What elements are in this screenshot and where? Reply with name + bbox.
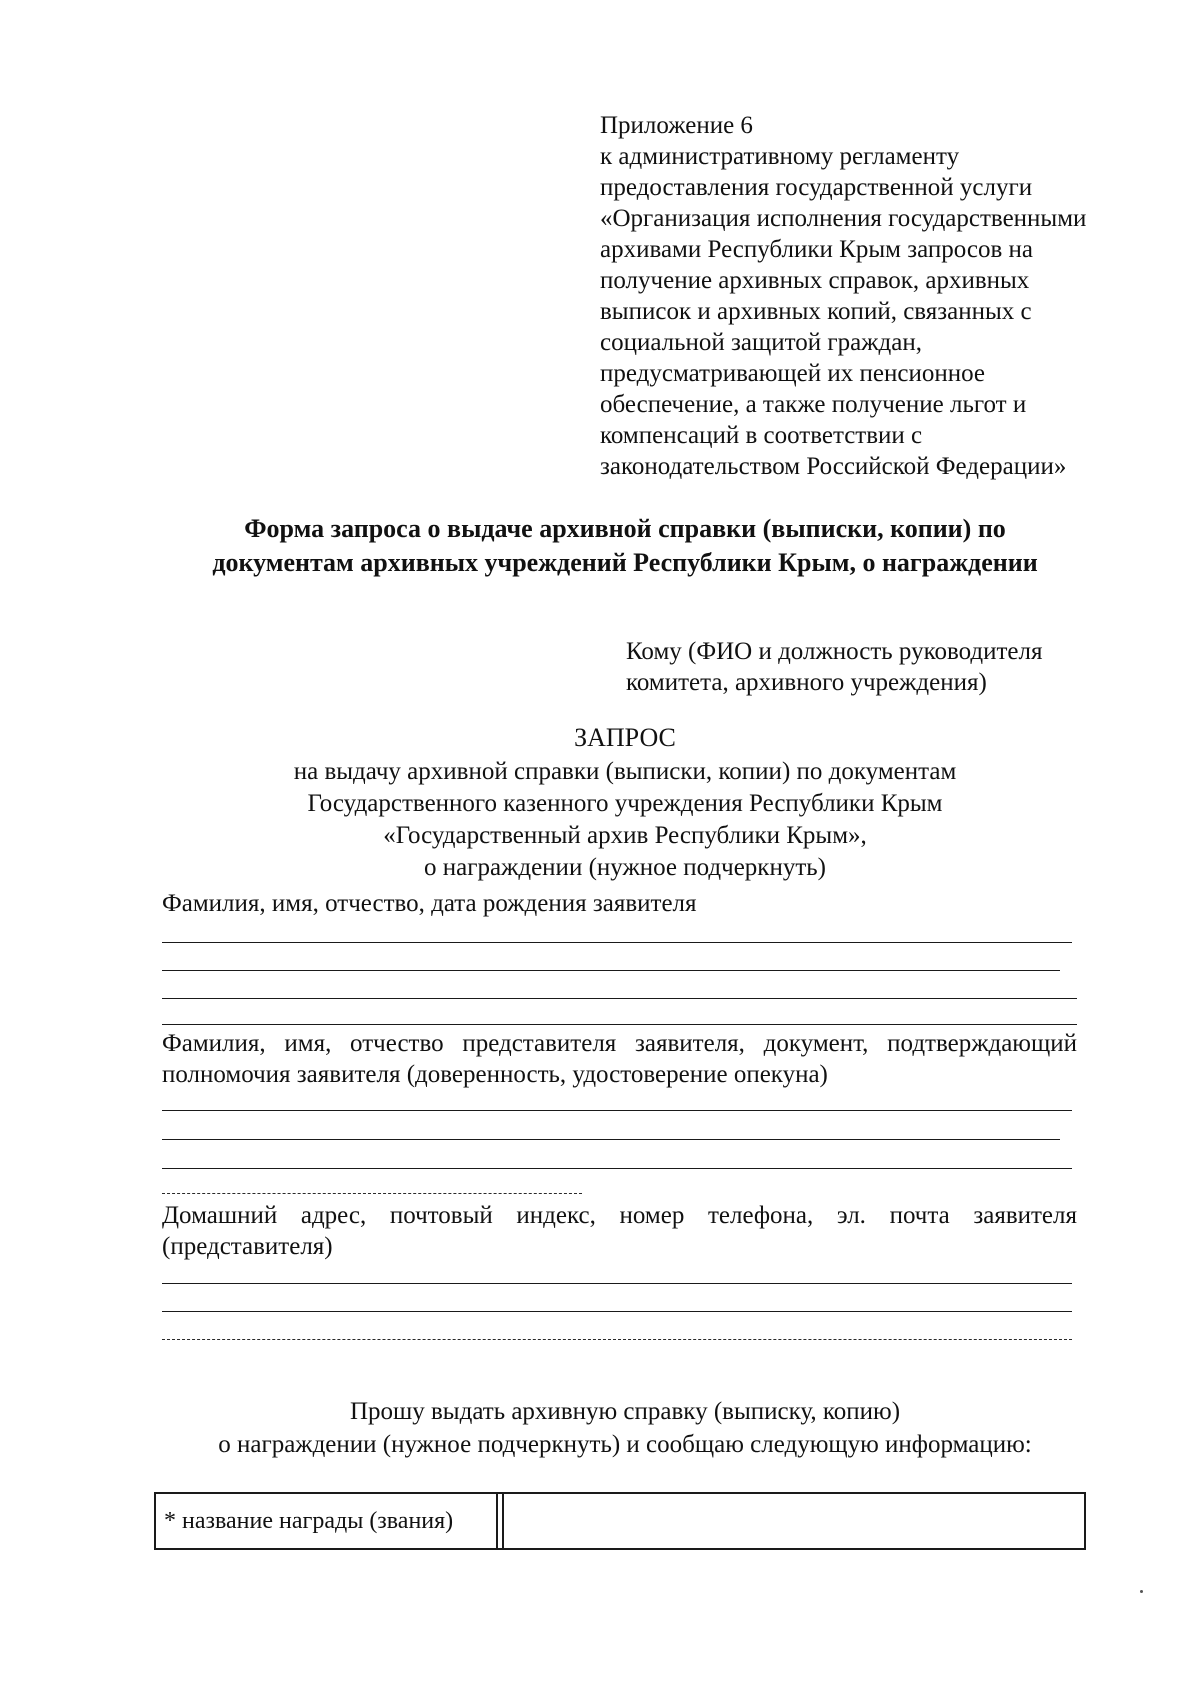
- request-heading: ЗАПРОС: [574, 723, 676, 752]
- appendix-line: предусматривающей их пенсионное: [600, 360, 986, 387]
- appendix-line: архивами Республики Крым запросов на: [600, 236, 1033, 263]
- representative-entry-line[interactable]: [162, 1168, 1072, 1169]
- representative-entry-line[interactable]: [162, 1110, 1072, 1111]
- address-entry-line[interactable]: [162, 1311, 1072, 1312]
- appendix-line: выписок и архивных копий, связанных с: [600, 298, 1032, 325]
- appendix-line: «Организация исполнения государственными: [600, 205, 1087, 232]
- award-name-field[interactable]: [502, 1494, 1084, 1548]
- applicant-entry-line[interactable]: [162, 1024, 1077, 1025]
- appendix-line: Приложение 6: [600, 112, 753, 139]
- request-heading-block: [150, 722, 1100, 884]
- address-entry-line[interactable]: [162, 1339, 1072, 1340]
- appendix-header: [600, 110, 1160, 482]
- request-body-line: о награждении (нужное подчеркнуть) и сообщаю следующую информацию:: [218, 1431, 1032, 1458]
- addressee-line: Кому (ФИО и должность руководителя: [626, 638, 1043, 665]
- form-title: [150, 512, 1100, 580]
- representative-entry-line[interactable]: [162, 1139, 1060, 1140]
- request-line: Государственного казенного учреждения Республики Крым: [307, 790, 943, 817]
- request-body-line: Прошу выдать архивную справку (выписку, копию): [349, 1398, 901, 1425]
- address-label: Домашний адрес, почтовый индекс, номер телефона, эл. почта заявителя (представителя): [162, 1202, 1077, 1260]
- form-title-line: Форма запроса о выдаче архивной справки (выписки, копии) по: [244, 514, 1006, 543]
- form-title-line: документам архивных учреждений Республики Крым, о награждении: [212, 548, 1038, 577]
- addressee-block: [626, 636, 1146, 698]
- scan-speck: [1140, 1590, 1143, 1593]
- applicant-entry-line[interactable]: [162, 970, 1060, 971]
- award-name-label: * название награды (звания): [156, 1494, 498, 1548]
- appendix-line: получение архивных справок, архивных: [600, 267, 1030, 294]
- appendix-line: компенсаций в соответствии с: [600, 422, 923, 449]
- appendix-line: к административному регламенту: [600, 143, 960, 170]
- appendix-line: социальной защитой граждан,: [600, 329, 922, 356]
- request-line: на выдачу архивной справки (выписки, копии) по документам: [293, 758, 957, 785]
- address-entry-line[interactable]: [162, 1283, 1072, 1284]
- applicant-entry-line[interactable]: [162, 942, 1072, 943]
- request-line: о награждении (нужное подчеркнуть): [424, 854, 826, 881]
- request-line: «Государственный архив Республики Крым»,: [383, 822, 867, 849]
- representative-label: Фамилия, имя, отчество представителя заявителя, документ, подтверждающий полномочия заявителя (доверенность, удостоверение опекуна): [162, 1030, 1077, 1088]
- applicant-label: Фамилия, имя, отчество, дата рождения заявителя: [162, 890, 697, 917]
- award-table: [154, 1492, 1086, 1550]
- appendix-line: законодательством Российской Федерации»: [600, 453, 1067, 480]
- appendix-line: обеспечение, а также получение льгот и: [600, 391, 1027, 418]
- representative-entry-line[interactable]: [162, 1193, 582, 1194]
- appendix-line: предоставления государственной услуги: [600, 174, 1033, 201]
- addressee-line: комитета, архивного учреждения): [626, 669, 987, 696]
- request-body: [150, 1395, 1100, 1461]
- applicant-entry-line[interactable]: [162, 998, 1077, 999]
